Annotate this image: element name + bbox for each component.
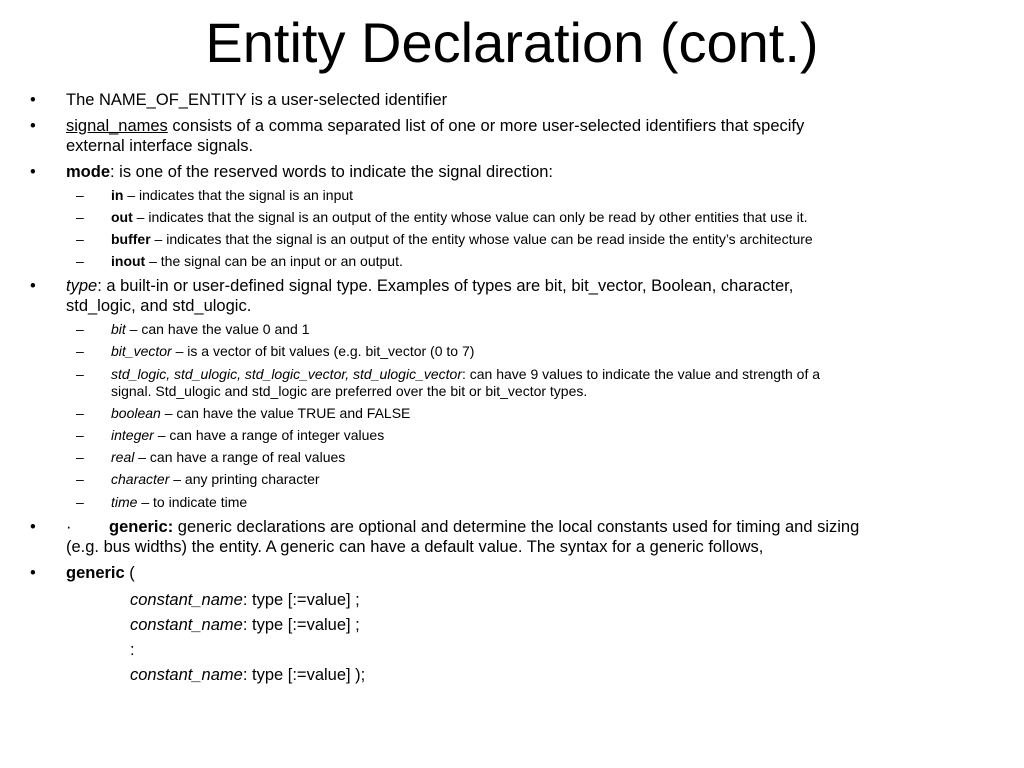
signal-names-term: signal_names xyxy=(66,117,168,135)
std-logic-text: : can have 9 values to indicate the value and strength of a xyxy=(461,366,821,382)
std-logic-text-2: signal. Std_ulogic and std_logic are preferred over the bit or bit_vector types. xyxy=(111,383,588,399)
name-of-entity-text: The NAME_OF_ENTITY is a user-selected identifier xyxy=(66,91,448,109)
bullet-dot: • xyxy=(30,117,36,135)
item-type-cont xyxy=(66,296,251,316)
item-bit xyxy=(111,321,310,338)
type-text-2: std_logic, and std_ulogic. xyxy=(66,297,252,315)
bullet-dot: • xyxy=(30,564,36,582)
buffer-term: buffer xyxy=(111,231,151,247)
generic-constant-line xyxy=(130,615,360,635)
integer-text: – can have a range of integer values xyxy=(153,427,385,443)
item-signal-names-cont xyxy=(66,136,253,156)
item-std-logic-cont xyxy=(111,383,587,400)
item-generic-desc-cont xyxy=(66,537,763,557)
bullet-dash: – xyxy=(76,405,84,421)
bullet-dash: – xyxy=(76,449,84,465)
generic-keyword: generic xyxy=(66,564,125,582)
generic-constant-line-last xyxy=(130,665,365,685)
item-signal-names xyxy=(66,116,804,136)
bullet-dot: • xyxy=(30,91,36,109)
generic-desc-text-2: (e.g. bus widths) the entity. A generic can have a default value. The syntax for a generic follows, xyxy=(66,538,764,556)
bullet-dash: – xyxy=(76,253,84,269)
signal-names-text-2: external interface signals. xyxy=(66,137,254,155)
item-real xyxy=(111,449,345,466)
bullet-dash: – xyxy=(76,187,84,203)
boolean-text: – can have the value TRUE and FALSE xyxy=(160,405,411,421)
bullet-dash: – xyxy=(76,343,84,359)
out-term: out xyxy=(111,209,133,225)
generic-desc-text: generic declarations are optional and determine the local constants used for timing and sizing xyxy=(173,518,860,536)
item-boolean xyxy=(111,405,410,422)
bullet-dot: • xyxy=(30,518,36,536)
type-text: : a built-in or user-defined signal type. Examples of types are bit, bit_vector, Boolean, character, xyxy=(97,277,794,295)
bit-term: bit xyxy=(111,321,126,337)
bullet-dash: – xyxy=(76,471,84,487)
bullet-dot: • xyxy=(30,163,36,181)
item-out xyxy=(111,209,808,226)
mode-text: : is one of the reserved words to indicate the signal direction: xyxy=(110,163,554,181)
bit-vector-term: bit_vector xyxy=(111,343,172,359)
std-logic-term: std_logic, std_ulogic, std_logic_vector, std_ulogic_vector xyxy=(111,366,462,382)
real-term: real xyxy=(111,449,135,465)
item-name-of-entity xyxy=(66,90,447,110)
integer-term: integer xyxy=(111,427,154,443)
slide-title: Entity Declaration (cont.) xyxy=(205,11,819,74)
bullet-dash: – xyxy=(76,321,84,337)
constant-name: constant_name xyxy=(130,591,243,609)
type-term: type xyxy=(66,277,98,295)
item-time xyxy=(111,494,247,511)
item-bit-vector xyxy=(111,343,474,360)
generic-desc-term: generic: xyxy=(109,518,174,536)
inout-text: – the signal can be an input or an output. xyxy=(145,253,403,269)
constant-type-last: : type [:=value] ); xyxy=(242,666,366,684)
bullet-dash: – xyxy=(76,209,84,225)
item-type xyxy=(66,276,793,296)
real-text: – can have a range of real values xyxy=(134,449,346,465)
mode-term: mode xyxy=(66,163,111,181)
generic-colon: : xyxy=(130,641,135,659)
in-text: – indicates that the signal is an input xyxy=(123,187,354,203)
bit-text: – can have the value 0 and 1 xyxy=(125,321,310,337)
constant-type: : type [:=value] ; xyxy=(242,616,360,634)
item-character xyxy=(111,471,320,488)
item-buffer xyxy=(111,231,813,248)
character-term: character xyxy=(111,471,170,487)
time-term: time xyxy=(111,494,138,510)
bullet-dash: – xyxy=(76,231,84,247)
bullet-dash: – xyxy=(76,366,84,382)
item-inout xyxy=(111,253,403,270)
constant-type: : type [:=value] ; xyxy=(242,591,360,609)
bullet-dash: – xyxy=(76,427,84,443)
signal-names-text: consists of a comma separated list of one or more user-selected identifiers that specify xyxy=(167,117,805,135)
generic-constant-line xyxy=(130,590,360,610)
bullet-middot: · xyxy=(66,518,72,536)
item-in xyxy=(111,187,353,204)
item-generic-syntax xyxy=(66,563,135,583)
constant-name: constant_name xyxy=(130,666,243,684)
bullet-dot: • xyxy=(30,277,36,295)
out-text: – indicates that the signal is an output of the entity whose value can only be read by other entities that use it. xyxy=(132,209,808,225)
time-text: – to indicate time xyxy=(137,494,248,510)
item-mode xyxy=(66,162,553,182)
in-term: in xyxy=(111,187,124,203)
item-generic-desc xyxy=(109,517,859,537)
generic-ellipsis-line xyxy=(130,640,135,660)
item-std-logic xyxy=(111,366,820,383)
buffer-text: – indicates that the signal is an output of the entity whose value can be read inside the entity’s architecture xyxy=(150,231,813,247)
bit-vector-text: – is a vector of bit values (e.g. bit_vector (0 to 7) xyxy=(171,343,475,359)
constant-name: constant_name xyxy=(130,616,243,634)
boolean-term: boolean xyxy=(111,405,161,421)
bullet-dash: – xyxy=(76,494,84,510)
item-integer xyxy=(111,427,384,444)
inout-term: inout xyxy=(111,253,146,269)
character-text: – any printing character xyxy=(169,471,320,487)
generic-paren: ( xyxy=(124,564,135,582)
